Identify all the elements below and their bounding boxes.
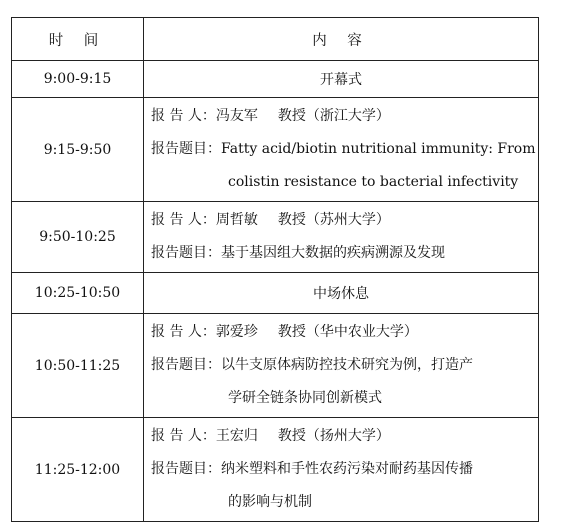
title-label: 报告题目： [151, 245, 221, 261]
speaker-role: 教授（扬州大学） [277, 428, 390, 444]
speaker-line [151, 204, 534, 237]
table-row [12, 202, 539, 273]
opening-ceremony-cell: 开幕式 [144, 61, 539, 98]
speaker-line [151, 100, 534, 133]
talk-title-part1: 纳米塑料和手性农药污染对耐药基因传播 [221, 461, 473, 477]
speaker-label: 报 告 人： [151, 212, 216, 228]
talk-title-part2: 学研全链条协同创新模式 [228, 390, 382, 406]
speaker-name: 郭爱珍 [215, 324, 258, 340]
speaker-name: 周哲敏 [215, 212, 258, 228]
schedule-table [11, 17, 539, 522]
time-cell: 10:50-11:25 [12, 314, 144, 418]
speaker-role: 教授（华中农业大学） [277, 324, 418, 340]
table-row [12, 98, 539, 202]
header-content-label: 内 容 [312, 32, 370, 49]
header-row [12, 18, 539, 61]
speaker-name: 冯友军 [215, 108, 258, 124]
speaker-role: 教授（苏州大学） [277, 212, 390, 228]
speaker-role: 教授（浙江大学） [277, 108, 390, 124]
time-cell: 9:50-10:25 [12, 202, 144, 273]
talk-title-part2: 的影响与机制 [228, 494, 312, 510]
time-cell: 10:25-10:50 [12, 273, 144, 314]
speaker-line [151, 316, 534, 349]
title-line [151, 453, 534, 486]
talk-title-part1: 以牛支原体病防控技术研究为例，打造产 [221, 357, 473, 373]
table-row [12, 61, 539, 98]
header-time-label: 时 间 [48, 32, 107, 49]
speaker-name: 王宏归 [215, 428, 258, 444]
header-content-cell [144, 18, 539, 61]
talk-title-part2: colistin resistance to bacterial infectivity [228, 174, 519, 190]
title-line [151, 237, 534, 270]
talk-cell [144, 418, 539, 522]
table-row [12, 314, 539, 418]
title-label: 报告题目： [151, 357, 221, 373]
table-row [12, 418, 539, 522]
title-line [151, 133, 534, 166]
speaker-label: 报 告 人： [151, 324, 216, 340]
talk-cell [144, 314, 539, 418]
time-cell: 11:25-12:00 [12, 418, 144, 522]
table-row [12, 273, 539, 314]
talk-cell [144, 98, 539, 202]
time-cell: 9:00-9:15 [12, 61, 144, 98]
title-label: 报告题目： [151, 461, 221, 477]
header-time-cell [12, 18, 144, 61]
talk-title-part1: Fatty acid/biotin nutritional immunity: From [221, 141, 536, 157]
speaker-line [151, 420, 534, 453]
speaker-label: 报 告 人： [151, 108, 216, 124]
title-line [151, 349, 534, 382]
talk-title-part1: 基于基因组大数据的疾病溯源及发现 [221, 245, 445, 261]
speaker-label: 报 告 人： [151, 428, 216, 444]
time-cell: 9:15-9:50 [12, 98, 144, 202]
title-label: 报告题目： [151, 141, 221, 157]
talk-cell [144, 202, 539, 273]
break-cell: 中场休息 [144, 273, 539, 314]
